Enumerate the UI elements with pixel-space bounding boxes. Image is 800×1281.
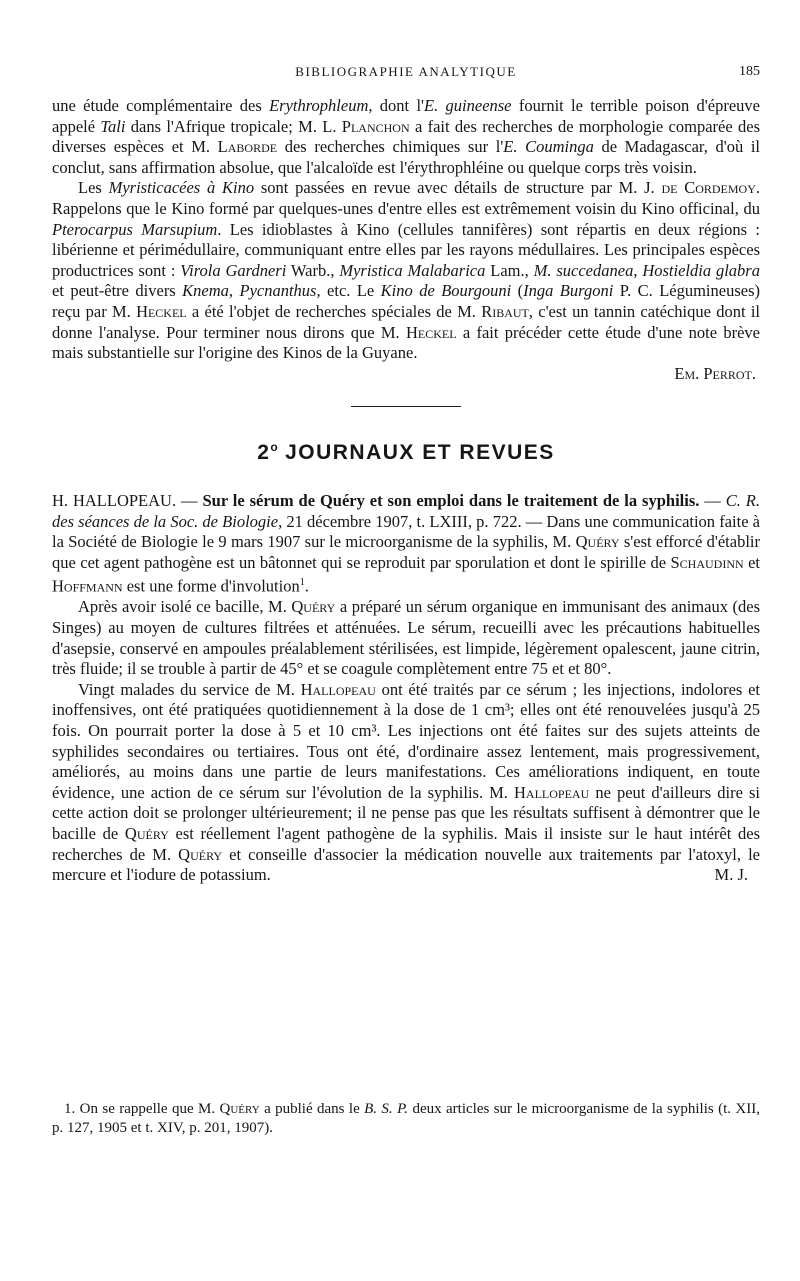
review2-paragraph-3: Vingt malades du service de M. Hallopeau ont été traités par ce sérum ; les injections, indolores et inoffensives, ont été pratiquées quotidiennement à la dose de 1 cm³; elles ont été renouvelées jusqu'à 25 fois. On pourrait porter la dose à 5 et 10 cm³. Les injections ont été faites sur des sujets atteints de syphilides secondaires ou tertiaires. Tous ont été, d'ordinaire assez lentement, mais progressivement, améliorés, au moins dans une partie de leurs manifestations. Ces améliorations indiquent, en toute évidence, une action de ce sérum sur l'évolution de la syphilis. M. Hallopeau ne peut d'ailleurs dire si cette action doit se prolonger ultérieurement; il ne pense pas que les résultats suffisent à démontrer que le bacille de Quéry est réellement l'agent pathogène de la syphilis. Mais il insiste sur le haut intérêt des recherches de M. Quéry et conseille d'associer la médication nouvelle aux traitements par l'atoxyl, le mercure et l'iodure de potassium. M. J. xyxy=(52,679,761,885)
review1-paragraph-2: Les Myristicacées à Kino sont passées en revue avec détails de structure par M. J. de Cordemoy. Rappelons que le Kino formé par quelques-unes d'entre elles est extrêmement voisin du Kino officinal, du Pterocarpus Marsupium. Les idioblastes à Kino (cellules tannifères) sont répartis en deux régions : libérienne et périmédullaire, communiquant entre elles par les rayons médullaires. Les principales espèces productrices sont : Virola Gardneri Warb., Myristica Malabarica Lam., M. succedanea, Hostieldia glabra et peut-être divers Knema, Pycnanthus, etc. Le Kino de Bourgouni (Inga Burgoni P. C. Légumineuses) reçu par M. Heckel a été l'objet de recherches spéciales de M. Ribaut, c'est un tannin catéchique dont il donne l'analyse. Pour terminer nous dirons que M. Heckel a fait précéder cette étude d'une note brève mais substantielle sur l'origine des Kinos de la Guyane. xyxy=(52,178,761,363)
review2-paragraph-2: Après avoir isolé ce bacille, M. Quéry a préparé un sérum organique en immunisant des animaux (des Singes) au moyen de cultures filtrées et atténuées. Le sérum, recueilli avec les précautions habituelles d'asepsie, conservé en ampoules préalablement stérilisées, est limpide, légèrement opalescent, jaune citrin, très fluide; il se trouble à partir de 45° et se coagule complètement entre 75 et et 80°. xyxy=(52,597,761,679)
review1-paragraph-1: une étude complémentaire des Erythrophleum, dont l'E. guineense fournit le terrible poison d'épreuve appelé Tali dans l'Afrique tropicale; M. L. Planchon a fait des recherches de morphologie comparée des diverses espèces et M. Laborde des recherches chimiques sur l'E. Couminga de Madagascar, d'où il conclut, sans affirmation absolue, que l'alcaloïde est l'érythrophléine ou quelque corps très voisin. xyxy=(52,96,760,177)
main-text xyxy=(52,96,760,886)
running-title: BIBLIOGRAPHIE ANALYTIQUE xyxy=(295,64,517,79)
review2-citation: 1907, t. LXIII, p. 722. — Dans une communication faite à la Société de Biologie le 9 mars 1907 sur le microorganisme de la syphilis, M. Quéry s'est efforcé d'établir que cet agent pathogène est un bâtonnet qui se reproduit par sporulation et dont le spirille de Schaudinn et Hoffmann est une forme d'involution xyxy=(52,511,760,596)
review2-author: H. HALLOPEAU. xyxy=(52,490,177,510)
section-degree: o xyxy=(270,440,278,455)
review1-signature: Em. Perrot. xyxy=(674,363,756,383)
review2-article-title: Sur le sérum de Quéry et son emploi dans le traitement de la syphilis. xyxy=(202,490,700,510)
section-divider xyxy=(351,406,461,407)
footnote xyxy=(52,1100,760,1138)
review2-paragraph-1: H. HALLOPEAU. — Sur le sérum de Quéry et son emploi dans le traitement de la syphilis. — C. R. des séances de la Soc. de Biologie, 21 décembre 1907, t. LXIII, p. 722. — Dans une communication faite à la Société de Biologie le 9 mars 1907 sur le microorganisme de la syphilis, M. Quéry s'est efforcé d'établir que cet agent pathogène est un bâtonnet qui se reproduit par sporulation et dont le spirille de Schaudinn et Hoffmann est une forme d'involution$^1$. xyxy=(52,490,761,596)
section-title: JOURNAUX ET REVUES xyxy=(285,441,555,465)
running-header xyxy=(52,64,760,84)
section-heading xyxy=(52,437,760,464)
footnote-ref: 1 xyxy=(299,577,305,589)
page-number: 185 xyxy=(739,64,760,79)
section-number: 2 xyxy=(257,441,271,465)
footnote-text: 1. On se rappelle que M. Quéry a publié dans le B. S. P. deux articles sur le microorganisme de la syphilis (t. XII, p. 127, 1905 et t. XIV, p. 201, 1907). xyxy=(52,1101,760,1136)
review2-signature: M. J. xyxy=(714,865,748,885)
